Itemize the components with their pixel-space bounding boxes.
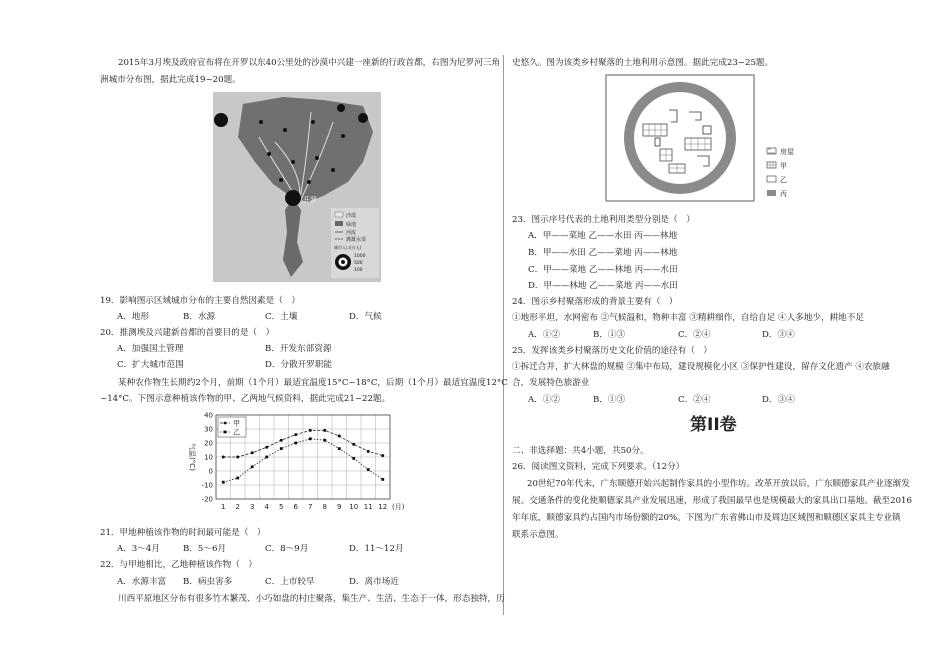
legend-jia: 甲 [780, 162, 787, 170]
legend-label-jia: 甲 [233, 419, 240, 428]
data-point-jia [338, 435, 341, 438]
legend-bing: 丙 [780, 190, 787, 198]
y-tick-label: -20 [201, 495, 213, 504]
q23-option-c: C．甲——菜地 乙——林地 丙——水田 [528, 265, 678, 275]
q21-option-b: B．5～6月 [183, 544, 227, 554]
q21-option-d: D．11～12月 [349, 544, 404, 554]
x-tick-label: 7 [308, 503, 313, 511]
data-point-jia [352, 443, 355, 446]
data-point-yi [367, 468, 370, 471]
x-tick-label: 11 [363, 503, 373, 511]
data-point-jia [323, 429, 326, 432]
legend-marker [224, 431, 227, 434]
data-point-yi [381, 478, 384, 481]
data-point-yi [309, 437, 312, 440]
x-tick-label: 9 [337, 503, 342, 511]
q23-stem: 23．图示序号代表的土地利用类型分别是（ ） [512, 215, 695, 225]
data-point-jia [309, 429, 312, 432]
q22-option-a: A．水源丰富 [117, 577, 167, 587]
q25-stem: 25．发挥该类乡村聚落历史文化价值的途径有（ ） [512, 346, 712, 356]
legend-box [218, 417, 246, 437]
q22-option-c: C．上市较早 [265, 577, 315, 587]
para23-line: 川西平原地区分布有很多竹木繁茂、小巧如盘的村庄聚落，集生产、生活、生态于一体，形态独特，历 [118, 594, 505, 604]
x-tick-label: 2 [235, 503, 240, 511]
x-tick-label: 8 [322, 503, 327, 511]
q24-option-b: B．①③ [593, 330, 626, 340]
q20-option-b: B．开发东部资源 [265, 344, 332, 354]
data-point-jia [236, 456, 239, 459]
data-point-jia [265, 446, 268, 449]
data-point-jia [280, 439, 283, 442]
q23-option-b: B．甲——水田 乙——菜地 丙——林地 [528, 248, 678, 258]
legend-house: 房屋 [780, 148, 794, 156]
q25-option-d: D．③④ [762, 395, 795, 405]
data-point-jia [294, 433, 297, 436]
y-axis-label: 气温(°C) [188, 443, 196, 471]
data-point-jia [367, 450, 370, 453]
q21-option-c: C．8～9月 [265, 544, 309, 554]
data-point-jia [381, 454, 384, 457]
data-point-yi [236, 477, 239, 480]
q20-option-d: D．分散开罗职能 [265, 360, 333, 370]
column-divider [503, 55, 504, 615]
climate-chart [180, 410, 420, 515]
x-tick-label: 12 [378, 503, 388, 511]
y-tick-label: 0 [208, 467, 213, 476]
x-axis-label: (月) [392, 503, 405, 511]
q26-para-2: 展。交通条件的变化使顺德家具产业发展迅速，形成了我国最早也是规模最大的家具出口基地。截至2016 [512, 496, 912, 506]
q21-option-a: A．3～4月 [117, 544, 160, 554]
q22-option-b: B．病虫害多 [183, 577, 233, 587]
q19-stem: 19．影响图示区域城市分布的主要自然因素是（ ） [100, 296, 300, 306]
x-tick-label: 1 [221, 503, 226, 511]
q25-option-c: C．②④ [678, 395, 711, 405]
x-tick-label: 10 [349, 503, 359, 511]
q26-para-3: 年年底，顺德家具约占国内市场份额的20%。下图为广东省佛山市及周边区域图和顺德区家具主专业镇 [512, 513, 901, 523]
section-title: 第II卷 [690, 415, 737, 435]
legend-label-yi: 乙 [233, 428, 240, 437]
data-point-yi [222, 481, 225, 484]
legend-pop-500: 500 [354, 261, 363, 266]
village-diagram [605, 74, 835, 202]
q24-sub: ①地形平坦，水网密布 ②气候温和，物种丰富 ③精耕细作，自给自足 ④人多地少，耕地不足 [512, 313, 864, 323]
x-tick-label: 5 [279, 503, 284, 511]
cairo-label: 开罗 [303, 196, 317, 204]
q25-sub-1: ①拆迁合并，扩大林盘的规模 ②集中布局，建设规模化小区 ③保护性建设，留存文化遗产 ④农旅融 [512, 362, 890, 372]
q26-stem: 26．阅读图文资料，完成下列要求。（12分） [512, 462, 685, 472]
para21-line-1: 某种农作物生长期约2个月，前期（1个月）最适宜温度15°C~18°C，后期（1个月）最适宜温度12°C [118, 378, 508, 388]
legend-pop-100: 100 [354, 268, 363, 273]
q19-option-d: D．气候 [349, 312, 382, 322]
data-point-jia [251, 451, 254, 454]
data-point-yi [265, 456, 268, 459]
legend-river: 河流 [346, 230, 357, 236]
data-point-yi [294, 442, 297, 445]
data-point-yi [323, 439, 326, 442]
q23-option-d: D．甲——林地 乙——菜地 丙——水田 [528, 281, 678, 291]
q24-option-a: A．①② [528, 330, 560, 340]
legend-pop-1000: 1000 [354, 254, 366, 259]
q22-stem: 22．与甲地相比，乙地种植该作物（ ） [100, 560, 258, 570]
legend-marker [224, 422, 227, 425]
legend-canal: 灌溉水渠 [346, 237, 367, 243]
y-tick-label: 30 [204, 425, 213, 434]
y-tick-label: 20 [204, 439, 213, 448]
intro-line-2: 洲城市分布图，据此完成19~20题。 [100, 75, 241, 85]
q20-stem: 20．推测埃及兴建新首都的首要目的是（ ） [100, 328, 275, 338]
x-tick-label: 4 [264, 503, 269, 511]
para21-line-2: ~14°C。下图示意种植该作物的甲、乙两地气候资料，据此完成21~22题。 [100, 394, 391, 404]
q23-option-a: A．甲——菜地 乙——水田 丙——林地 [528, 231, 678, 241]
q20-option-c: C．扩大城市范围 [117, 360, 184, 370]
y-tick-label: 10 [204, 453, 213, 462]
q24-option-c: C．②④ [678, 330, 711, 340]
q24-stem: 24．图示乡村聚落形成的背景主要有（ ） [512, 297, 678, 307]
data-point-yi [251, 465, 254, 468]
q19-option-a: A．地形 [117, 312, 149, 322]
data-point-yi [280, 447, 283, 450]
legend-green: 绿地 [346, 222, 357, 228]
nile-delta-map [213, 92, 381, 282]
q25-option-b: B．①③ [593, 395, 626, 405]
y-tick-label: 40 [204, 411, 213, 420]
q26-para-4: 联系示意图。 [512, 530, 564, 540]
q19-option-c: C．土壤 [265, 312, 298, 322]
legend-desert: 沙漠 [346, 213, 357, 219]
data-point-jia [222, 456, 225, 459]
y-tick-label: -10 [201, 481, 213, 490]
q26-para-1: 20世纪70年代末，广东顺德开始兴起制作家具的小型作坊。改革开放以后，广东顺德家具产业逐渐发 [527, 479, 910, 489]
x-tick-label: 6 [293, 503, 298, 511]
q25-option-a: A．①② [528, 395, 560, 405]
q21-stem: 21．甲地种植该作物的时间最可能是（ ） [100, 528, 266, 538]
x-tick-label: 3 [250, 503, 255, 511]
q24-option-d: D．③④ [762, 330, 795, 340]
q25-sub-2: 合，发展特色旅游业 [512, 378, 590, 388]
data-point-yi [352, 457, 355, 460]
q20-option-a: A．加强国土管理 [117, 344, 184, 354]
intro-line-1: 2015年3月埃及政府宣布将在开罗以东40公里处的沙漠中兴建一座新的行政首都，右图为尼罗河三角 [118, 58, 501, 68]
q19-option-b: B．水源 [183, 312, 216, 322]
part2-heading: 二、非选择题：共4小题，共50分。 [512, 446, 649, 456]
data-point-yi [338, 447, 341, 450]
para23-cont: 史悠久。图为该类乡村聚落的土地利用示意图。据此完成23~25题。 [512, 58, 774, 68]
legend-yi: 乙 [780, 176, 787, 184]
q22-option-d: D．离市场近 [349, 577, 399, 587]
legend-pop: 城市人口(万人) [334, 245, 362, 250]
